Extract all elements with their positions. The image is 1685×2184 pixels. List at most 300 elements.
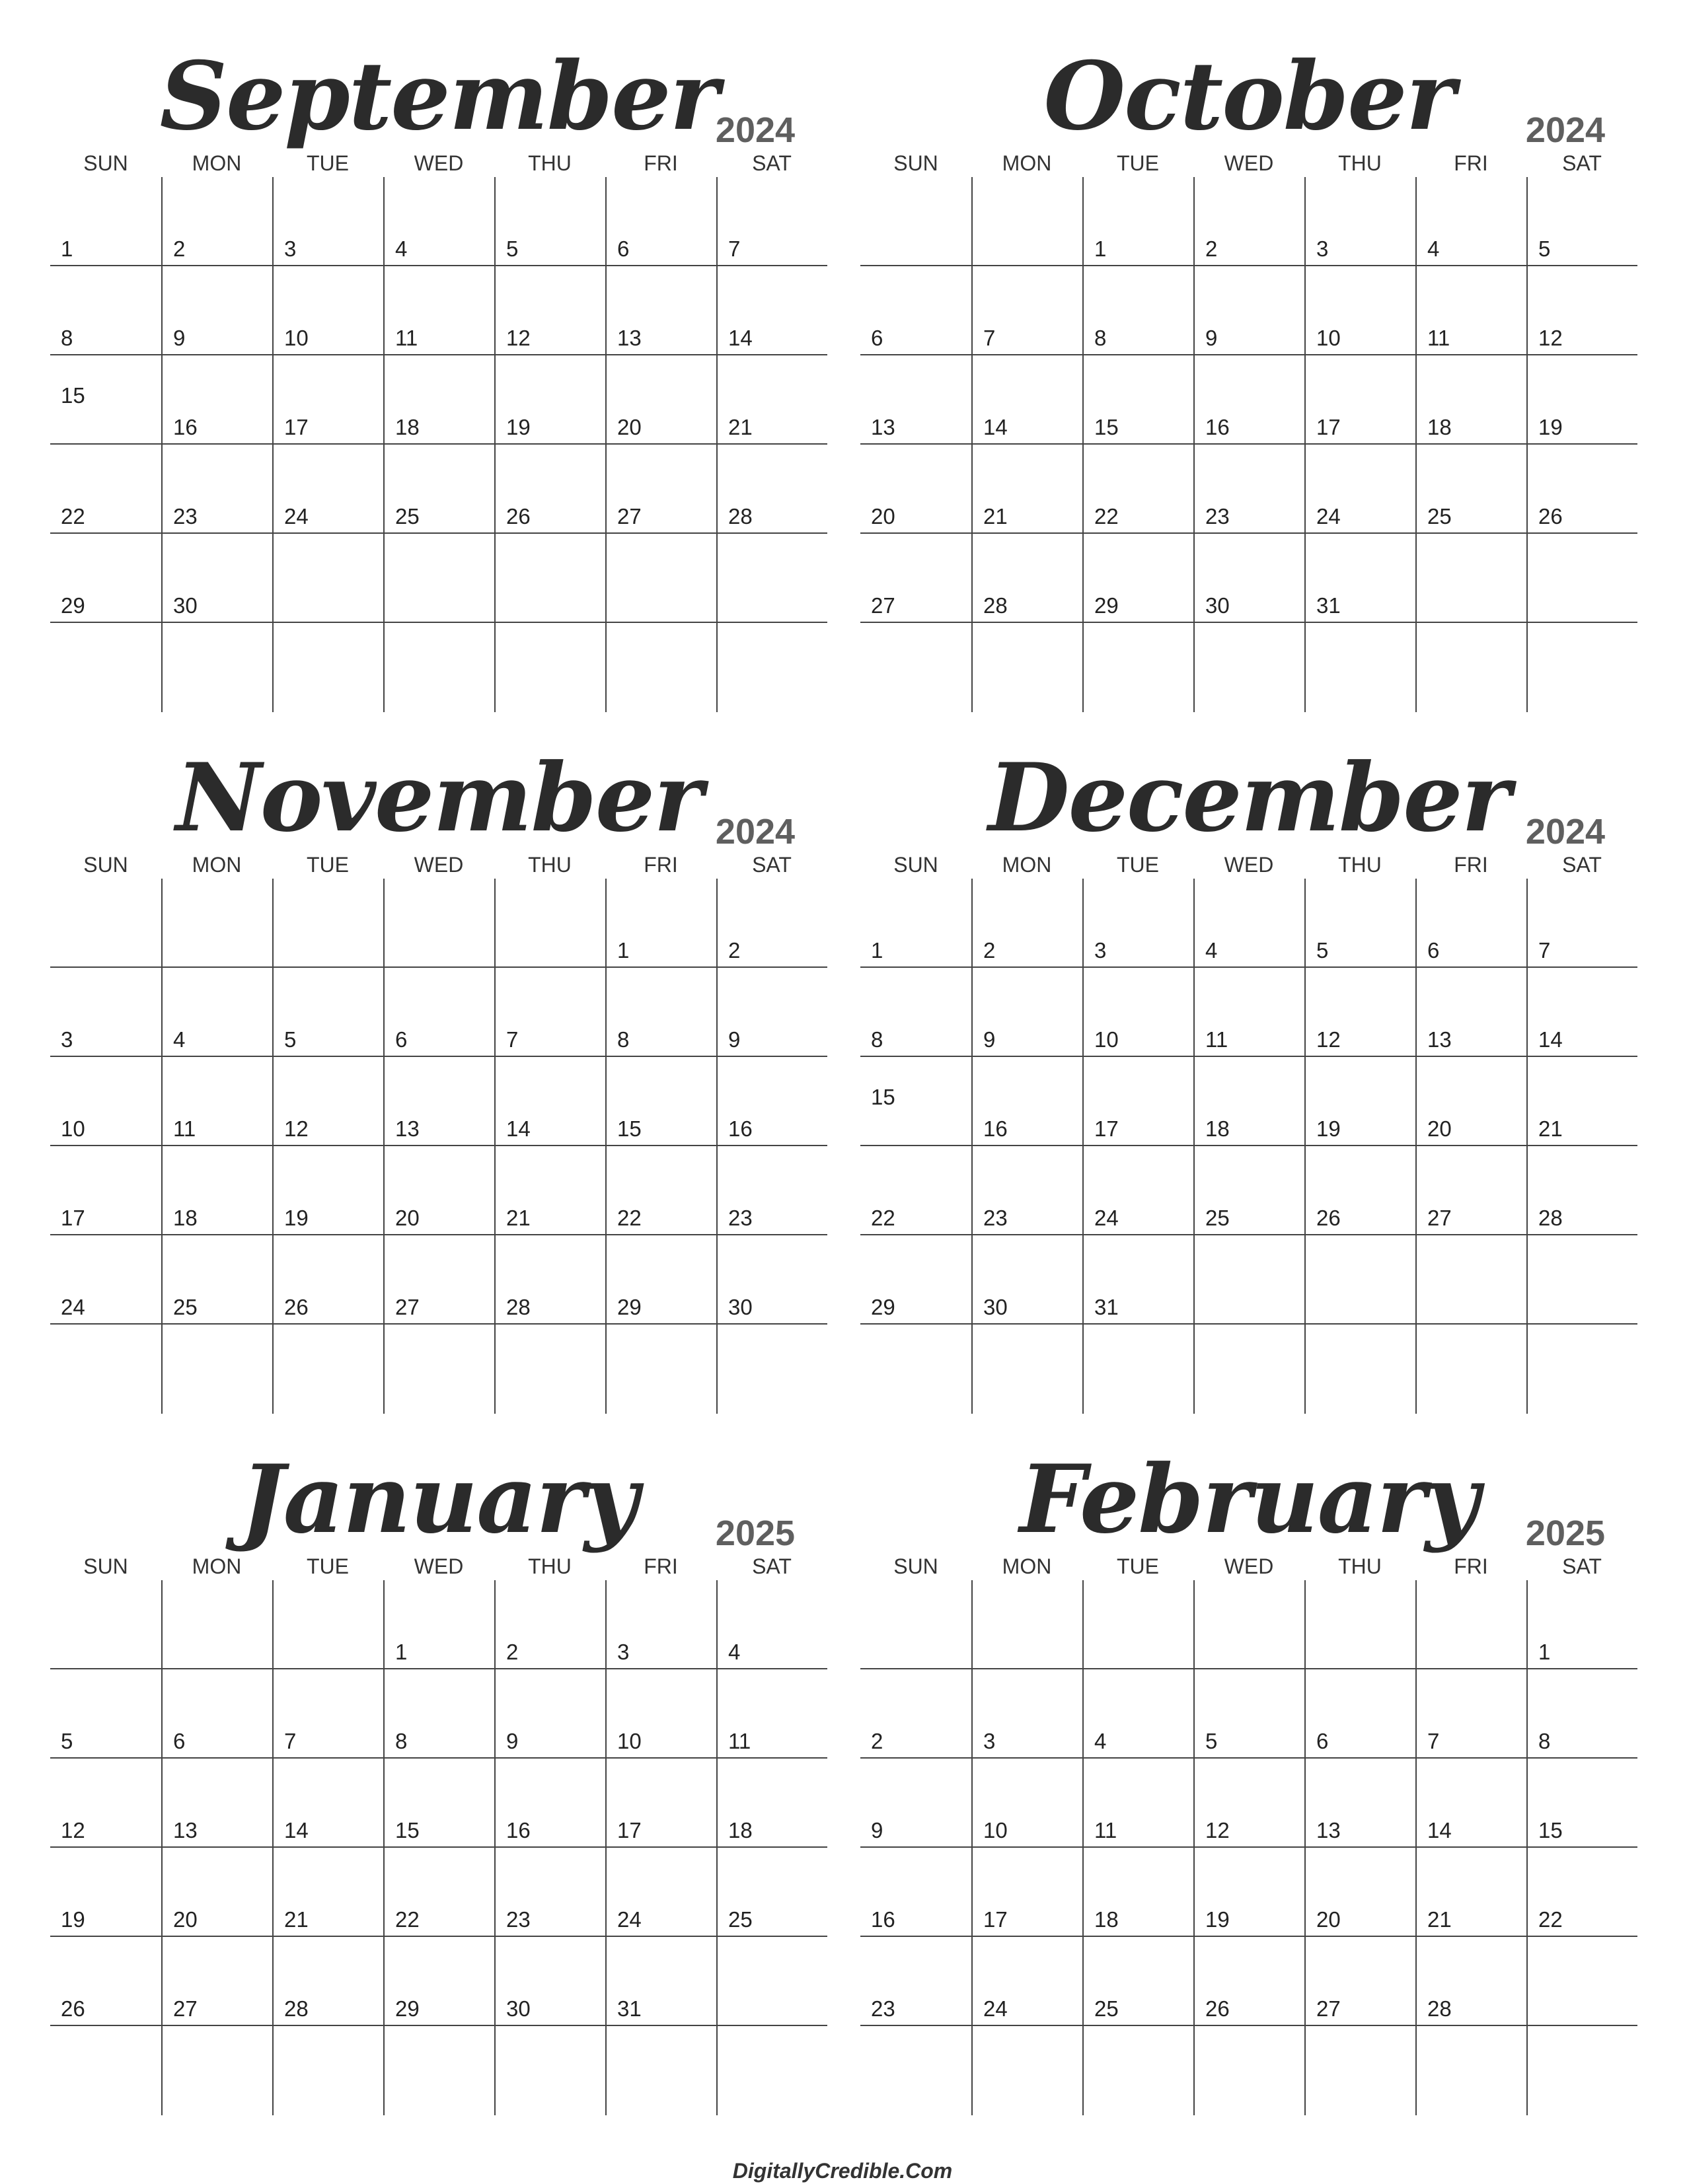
day-cell[interactable] [971,1759,1082,1848]
day-cell[interactable] [1082,1325,1193,1414]
day-cell[interactable] [1526,445,1637,534]
day-cell[interactable] [161,1848,272,1937]
day-cell[interactable] [1526,879,1637,968]
day-cell[interactable] [1415,623,1526,712]
day-cell[interactable] [50,534,161,623]
day-cell[interactable] [50,1057,161,1146]
day-cell[interactable] [161,1669,272,1759]
day-cell[interactable] [1415,1235,1526,1325]
day-number: 4 [395,237,408,261]
day-cell[interactable] [1193,1235,1304,1325]
weekday-label: MON [1002,151,1052,175]
day-cell[interactable] [605,1057,716,1146]
day-cell[interactable] [50,1759,161,1848]
day-cell[interactable] [971,1937,1082,2026]
day-cell[interactable] [383,1580,494,1669]
day-cell[interactable] [494,1937,605,2026]
day-cell[interactable] [494,1235,605,1325]
day-cell[interactable] [272,1235,383,1325]
day-cell[interactable] [1415,445,1526,534]
day-number: 27 [173,1996,198,2021]
day-cell[interactable] [971,1580,1082,1669]
day-cell[interactable] [860,1235,971,1325]
day-cell[interactable] [1526,355,1637,445]
day-cell[interactable] [716,1146,827,1235]
day-cell[interactable] [716,1325,827,1414]
day-number: 26 [1316,1206,1341,1230]
day-number: 25 [1094,1996,1119,2021]
day-cell[interactable] [50,1848,161,1937]
day-cell[interactable] [860,1669,971,1759]
day-cell[interactable] [605,623,716,712]
day-cell[interactable] [1082,1937,1193,2026]
day-cell[interactable] [716,879,827,968]
day-cell[interactable] [161,177,272,266]
day-cell[interactable] [1082,355,1193,445]
day-cell[interactable] [161,266,272,355]
day-cell[interactable] [161,1146,272,1235]
day-cell[interactable] [1526,968,1637,1057]
day-cell[interactable] [860,445,971,534]
day-cell[interactable] [272,1848,383,1937]
weekday-label: FRI [1454,1554,1488,1578]
day-cell[interactable] [50,1580,161,1669]
day-cell[interactable] [971,1146,1082,1235]
day-cell[interactable] [161,968,272,1057]
day-cell[interactable] [971,1669,1082,1759]
day-number: 12 [1316,1027,1341,1052]
day-cell[interactable] [605,1235,716,1325]
weekday-label: SUN [893,853,938,877]
day-cell[interactable] [383,2026,494,2115]
day-cell[interactable] [383,1235,494,1325]
day-cell[interactable] [1415,1848,1526,1937]
day-cell[interactable] [50,623,161,712]
day-cell[interactable] [272,1759,383,1848]
day-cell[interactable] [716,1580,827,1669]
day-cell[interactable] [161,1325,272,1414]
day-cell[interactable] [1304,1235,1415,1325]
day-cell[interactable] [1304,1057,1415,1146]
day-cell[interactable] [161,879,272,968]
day-number: 24 [983,1996,1008,2021]
day-number: 11 [1205,1027,1228,1052]
day-cell[interactable] [1193,1669,1304,1759]
day-cell[interactable] [1082,1759,1193,1848]
day-cell[interactable] [50,1325,161,1414]
weekday-label: MON [1002,1554,1052,1578]
day-cell[interactable] [383,355,494,445]
day-cell[interactable] [161,445,272,534]
day-cell[interactable] [1193,1057,1304,1146]
day-cell[interactable] [1082,1580,1193,1669]
day-cell[interactable] [1193,177,1304,266]
day-cell[interactable] [383,1325,494,1414]
day-number: 29 [871,1295,895,1319]
day-cell[interactable] [716,2026,827,2115]
day-number: 9 [1205,326,1218,350]
day-cell[interactable] [494,1759,605,1848]
day-cell[interactable] [161,1235,272,1325]
day-cell[interactable] [1304,266,1415,355]
day-cell[interactable] [971,968,1082,1057]
day-cell[interactable] [605,2026,716,2115]
day-cell[interactable] [1415,2026,1526,2115]
weekday-label: THU [1338,1554,1382,1578]
day-cell[interactable] [161,1057,272,1146]
day-cell[interactable] [605,1937,716,2026]
day-cell[interactable] [383,879,494,968]
day-cell[interactable] [1193,879,1304,968]
day-number: 13 [617,326,642,350]
day-cell[interactable] [161,1759,272,1848]
day-cell[interactable] [1082,623,1193,712]
day-cell[interactable] [860,266,971,355]
day-cell[interactable] [1304,2026,1415,2115]
day-cell[interactable] [383,1669,494,1759]
day-cell[interactable] [1526,177,1637,266]
day-cell[interactable] [860,623,971,712]
day-cell[interactable] [383,266,494,355]
day-cell[interactable] [50,1146,161,1235]
day-cell[interactable] [1526,1759,1637,1848]
day-cell[interactable] [1526,1325,1637,1414]
day-cell[interactable] [1304,1146,1415,1235]
day-cell[interactable] [50,1937,161,2026]
day-cell[interactable] [716,266,827,355]
day-cell[interactable] [272,534,383,623]
day-cell[interactable] [1082,177,1193,266]
day-cell[interactable] [1415,1759,1526,1848]
day-cell[interactable] [383,1937,494,2026]
day-cell[interactable] [1304,177,1415,266]
day-cell[interactable] [971,1057,1082,1146]
day-number: 13 [395,1116,420,1141]
day-cell[interactable] [716,1235,827,1325]
day-cell[interactable] [1304,355,1415,445]
day-number: 22 [61,504,85,528]
day-number: 21 [506,1206,531,1230]
day-cell[interactable] [1526,1146,1637,1235]
day-cell[interactable] [971,623,1082,712]
day-cell[interactable] [1415,355,1526,445]
day-cell[interactable] [272,968,383,1057]
day-cell[interactable] [860,1759,971,1848]
day-number: 15 [61,383,85,408]
weekday-label: TUE [1117,1554,1159,1578]
day-cell[interactable] [1415,1325,1526,1414]
weekday-label: FRI [1454,151,1488,175]
day-cell[interactable] [272,1057,383,1146]
day-cell[interactable] [50,177,161,266]
day-cell[interactable] [1193,1759,1304,1848]
day-cell[interactable] [1082,445,1193,534]
day-cell[interactable] [272,879,383,968]
day-cell[interactable] [1304,445,1415,534]
day-cell[interactable] [1526,1937,1637,2026]
day-cell[interactable] [383,623,494,712]
day-cell[interactable] [716,1937,827,2026]
day-cell[interactable] [971,355,1082,445]
day-cell[interactable] [494,879,605,968]
day-cell[interactable] [605,355,716,445]
day-cell[interactable] [161,2026,272,2115]
day-cell[interactable] [1526,1669,1637,1759]
day-cell[interactable] [1526,2026,1637,2115]
day-cell[interactable] [494,623,605,712]
day-cell[interactable] [605,1580,716,1669]
day-cell[interactable] [161,1937,272,2026]
month-year: 2025 [1525,1513,1606,1553]
day-cell[interactable] [1193,2026,1304,2115]
day-cell[interactable] [1304,1325,1415,1414]
day-cell[interactable] [161,623,272,712]
day-cell[interactable] [605,266,716,355]
day-number: 18 [1094,1907,1119,1932]
day-cell[interactable] [1304,1937,1415,2026]
day-number: 26 [61,1996,85,2021]
day-number: 4 [1094,1729,1107,1753]
day-cell[interactable] [1304,1759,1415,1848]
day-cell[interactable] [1082,534,1193,623]
day-cell[interactable] [1304,623,1415,712]
day-cell[interactable] [272,1146,383,1235]
weekday-label: FRI [644,1554,678,1578]
day-cell[interactable] [161,534,272,623]
day-cell[interactable] [605,1325,716,1414]
day-cell[interactable] [971,177,1082,266]
day-cell[interactable] [494,355,605,445]
day-cell[interactable] [860,1937,971,2026]
day-cell[interactable] [1415,266,1526,355]
day-cell[interactable] [1082,1057,1193,1146]
day-cell[interactable] [494,1848,605,1937]
day-number: 10 [284,326,309,350]
day-cell[interactable] [605,177,716,266]
day-cell[interactable] [494,1580,605,1669]
day-cell[interactable] [860,1580,971,1669]
day-number: 4 [1205,938,1218,963]
day-cell[interactable] [494,534,605,623]
day-cell[interactable] [1082,2026,1193,2115]
day-cell[interactable] [716,1759,827,1848]
day-cell[interactable] [50,2026,161,2115]
day-cell[interactable] [1415,1146,1526,1235]
day-number: 4 [728,1640,741,1664]
day-cell[interactable] [716,1669,827,1759]
weekday-header [50,1552,827,1580]
day-cell[interactable] [860,1325,971,1414]
day-cell[interactable] [1082,879,1193,968]
day-cell[interactable] [1082,1146,1193,1235]
day-cell[interactable] [971,1235,1082,1325]
day-cell[interactable] [1193,355,1304,445]
day-cell[interactable] [272,266,383,355]
day-number: 25 [728,1907,753,1932]
day-cell[interactable] [1193,1848,1304,1937]
day-number: 29 [395,1996,420,2021]
day-cell[interactable] [1193,534,1304,623]
day-number: 7 [506,1027,519,1052]
day-cell[interactable] [383,1057,494,1146]
day-number: 20 [617,415,642,439]
day-cell[interactable] [1193,1325,1304,1414]
day-cell[interactable] [383,177,494,266]
day-cell[interactable] [1526,1057,1637,1146]
day-cell[interactable] [716,1848,827,1937]
day-cell[interactable] [1526,623,1637,712]
day-cell[interactable] [50,355,161,445]
day-cell[interactable] [1304,1848,1415,1937]
day-cell[interactable] [272,1580,383,1669]
day-number: 9 [173,326,186,350]
day-cell[interactable] [971,879,1082,968]
day-cell[interactable] [494,1057,605,1146]
day-cell[interactable] [971,2026,1082,2115]
day-cell[interactable] [272,177,383,266]
day-cell[interactable] [860,1146,971,1235]
day-cell[interactable] [494,968,605,1057]
day-number: 7 [284,1729,297,1753]
day-cell[interactable] [494,1325,605,1414]
day-cell[interactable] [1415,879,1526,968]
day-cell[interactable] [716,355,827,445]
day-number: 8 [1094,326,1107,350]
day-cell[interactable] [1415,177,1526,266]
day-number: 15 [1094,415,1119,439]
day-cell[interactable] [1415,534,1526,623]
day-cell[interactable] [860,534,971,623]
day-cell[interactable] [1193,968,1304,1057]
day-number: 24 [1316,504,1341,528]
day-cell[interactable] [383,445,494,534]
day-number: 25 [1205,1206,1230,1230]
day-cell[interactable] [605,1848,716,1937]
day-cell[interactable] [605,879,716,968]
day-cell[interactable] [860,2026,971,2115]
weekday-label: THU [528,1554,572,1578]
day-cell[interactable] [605,968,716,1057]
day-number: 10 [61,1116,85,1141]
day-cell[interactable] [383,534,494,623]
day-cell[interactable] [1304,1669,1415,1759]
day-cell[interactable] [383,1759,494,1848]
day-cell[interactable] [716,968,827,1057]
day-cell[interactable] [1526,534,1637,623]
day-cell[interactable] [272,445,383,534]
day-cell[interactable] [971,1325,1082,1414]
day-cell[interactable] [1304,534,1415,623]
day-number: 31 [1316,593,1341,618]
day-cell[interactable] [1193,1580,1304,1669]
month-year: 2025 [715,1513,796,1553]
day-cell[interactable] [1082,1669,1193,1759]
day-cell[interactable] [161,355,272,445]
day-cell[interactable] [860,968,971,1057]
day-cell[interactable] [1193,623,1304,712]
day-cell[interactable] [494,445,605,534]
day-cell[interactable] [605,1669,716,1759]
day-cell[interactable] [1082,266,1193,355]
day-cell[interactable] [605,1759,716,1848]
day-cell[interactable] [1526,1235,1637,1325]
day-cell[interactable] [272,1325,383,1414]
day-cell[interactable] [1304,968,1415,1057]
day-cell[interactable] [272,355,383,445]
day-cell[interactable] [272,1669,383,1759]
day-cell[interactable] [50,266,161,355]
day-cell[interactable] [494,1146,605,1235]
day-cell[interactable] [50,445,161,534]
day-cell[interactable] [494,2026,605,2115]
weekday-label: SAT [752,151,792,175]
day-cell[interactable] [1193,266,1304,355]
day-cell[interactable] [1526,266,1637,355]
day-cell[interactable] [1082,1235,1193,1325]
day-cell[interactable] [1415,1937,1526,2026]
day-cell[interactable] [605,445,716,534]
day-cell[interactable] [1304,879,1415,968]
day-cell[interactable] [860,879,971,968]
day-cell[interactable] [605,1146,716,1235]
day-cell[interactable] [1193,1146,1304,1235]
day-cell[interactable] [494,266,605,355]
day-number: 3 [284,237,297,261]
day-cell[interactable] [971,266,1082,355]
day-cell[interactable] [860,355,971,445]
day-cell[interactable] [1526,1580,1637,1669]
day-cell[interactable] [1526,1848,1637,1937]
day-cell[interactable] [716,445,827,534]
day-cell[interactable] [860,1057,971,1146]
day-cell[interactable] [272,623,383,712]
day-cell[interactable] [716,1057,827,1146]
day-cell[interactable] [971,1848,1082,1937]
day-cell[interactable] [161,1580,272,1669]
day-cell[interactable] [1415,1057,1526,1146]
day-cell[interactable] [50,968,161,1057]
day-cell[interactable] [1415,1669,1526,1759]
day-cell[interactable] [971,534,1082,623]
day-cell[interactable] [1415,1580,1526,1669]
day-cell[interactable] [860,177,971,266]
day-cell[interactable] [1193,1937,1304,2026]
day-cell[interactable] [383,968,494,1057]
day-cell[interactable] [494,177,605,266]
day-cell[interactable] [1304,1580,1415,1669]
day-cell[interactable] [383,1146,494,1235]
day-cell[interactable] [1082,968,1193,1057]
day-cell[interactable] [716,534,827,623]
day-cell[interactable] [383,1848,494,1937]
day-cell[interactable] [494,1669,605,1759]
day-cell[interactable] [1415,968,1526,1057]
day-cell[interactable] [1082,1848,1193,1937]
footer-website[interactable]: DigitallyCredible.Com [732,2159,953,2183]
day-cell[interactable] [716,623,827,712]
day-cell[interactable] [716,177,827,266]
day-cell[interactable] [50,879,161,968]
day-cell[interactable] [605,534,716,623]
day-number: 22 [617,1206,642,1230]
day-cell[interactable] [860,1848,971,1937]
day-cell[interactable] [272,2026,383,2115]
day-cell[interactable] [1193,445,1304,534]
day-cell[interactable] [50,1235,161,1325]
day-cell[interactable] [50,1669,161,1759]
day-cell[interactable] [272,1937,383,2026]
day-cell[interactable] [971,445,1082,534]
